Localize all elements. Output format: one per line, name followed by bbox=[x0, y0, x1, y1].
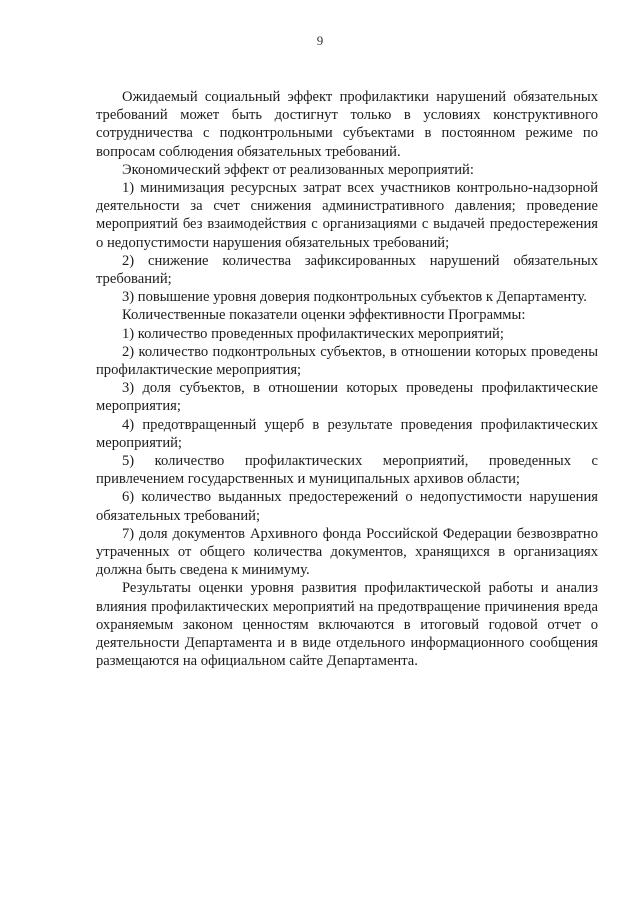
paragraph-social-effect: Ожидаемый социальный эффект профилактики нарушений обязательных требований может быть достигнут только в условиях конструктивного сотрудничества с подконтрольными субъектами в постоянном режиме по вопросам соблюдения обязательных требований. bbox=[96, 89, 598, 160]
document-body bbox=[96, 88, 598, 671]
paragraph-economic-effect-heading: Экономический эффект от реализованных мероприятий: bbox=[122, 161, 474, 178]
paragraph-indicator-5: 5) количество профилактических мероприятий, проведенных с привлечением государственных и муниципальных архивов области; bbox=[96, 453, 598, 488]
paragraph-indicator-3: 3) доля субъектов, в отношении которых проведены профилактические мероприятия; bbox=[96, 380, 598, 415]
paragraph-economic-item-2: 2) снижение количества зафиксированных нарушений обязательных требований; bbox=[96, 252, 598, 288]
paragraph-indicators-heading: Количественные показатели оценки эффективности Программы: bbox=[122, 307, 526, 324]
page-number: 9 bbox=[316, 33, 324, 48]
paragraph-indicator-4: 4) предотвращенный ущерб в результате проведения профилактических мероприятий; bbox=[96, 416, 598, 451]
paragraph-results: Результаты оценки уровня развития профилактической работы и анализ влияния профилактических мероприятий на предотвращение причинения вреда охраняемым законом ценностям включаются в итоговый годовой отчет о деятельности Департамента и в виде отдельного информационного сообщения размещаются на официальном сайте Департамента. bbox=[96, 580, 598, 670]
paragraph-economic-item-1: 1) минимизация ресурсных затрат всех участников контрольно-надзорной деятельности за счет снижения административного давления; проведение мероприятий без взаимодействия с организациями с выдачей предостережения о недопустимости нарушения обязательных требований; bbox=[96, 180, 598, 251]
paragraph-indicator-6: 6) количество выданных предостережений о недопустимости нарушения обязательных требований; bbox=[96, 489, 598, 524]
paragraph-economic-item-3: 3) повышение уровня доверия подконтрольных субъектов к Департаменту. bbox=[122, 289, 587, 306]
paragraph-indicator-2: 2) количество подконтрольных субъектов, в отношении которых проведены профилактические мероприятия; bbox=[96, 343, 598, 379]
paragraph-indicator-1: 1) количество проведенных профилактических мероприятий; bbox=[122, 325, 504, 342]
paragraph-indicator-7: 7) доля документов Архивного фонда Российской Федерации безвозвратно утраченных от общего количества документов, хранящихся в организациях должна быть сведена к минимуму. bbox=[96, 525, 598, 579]
